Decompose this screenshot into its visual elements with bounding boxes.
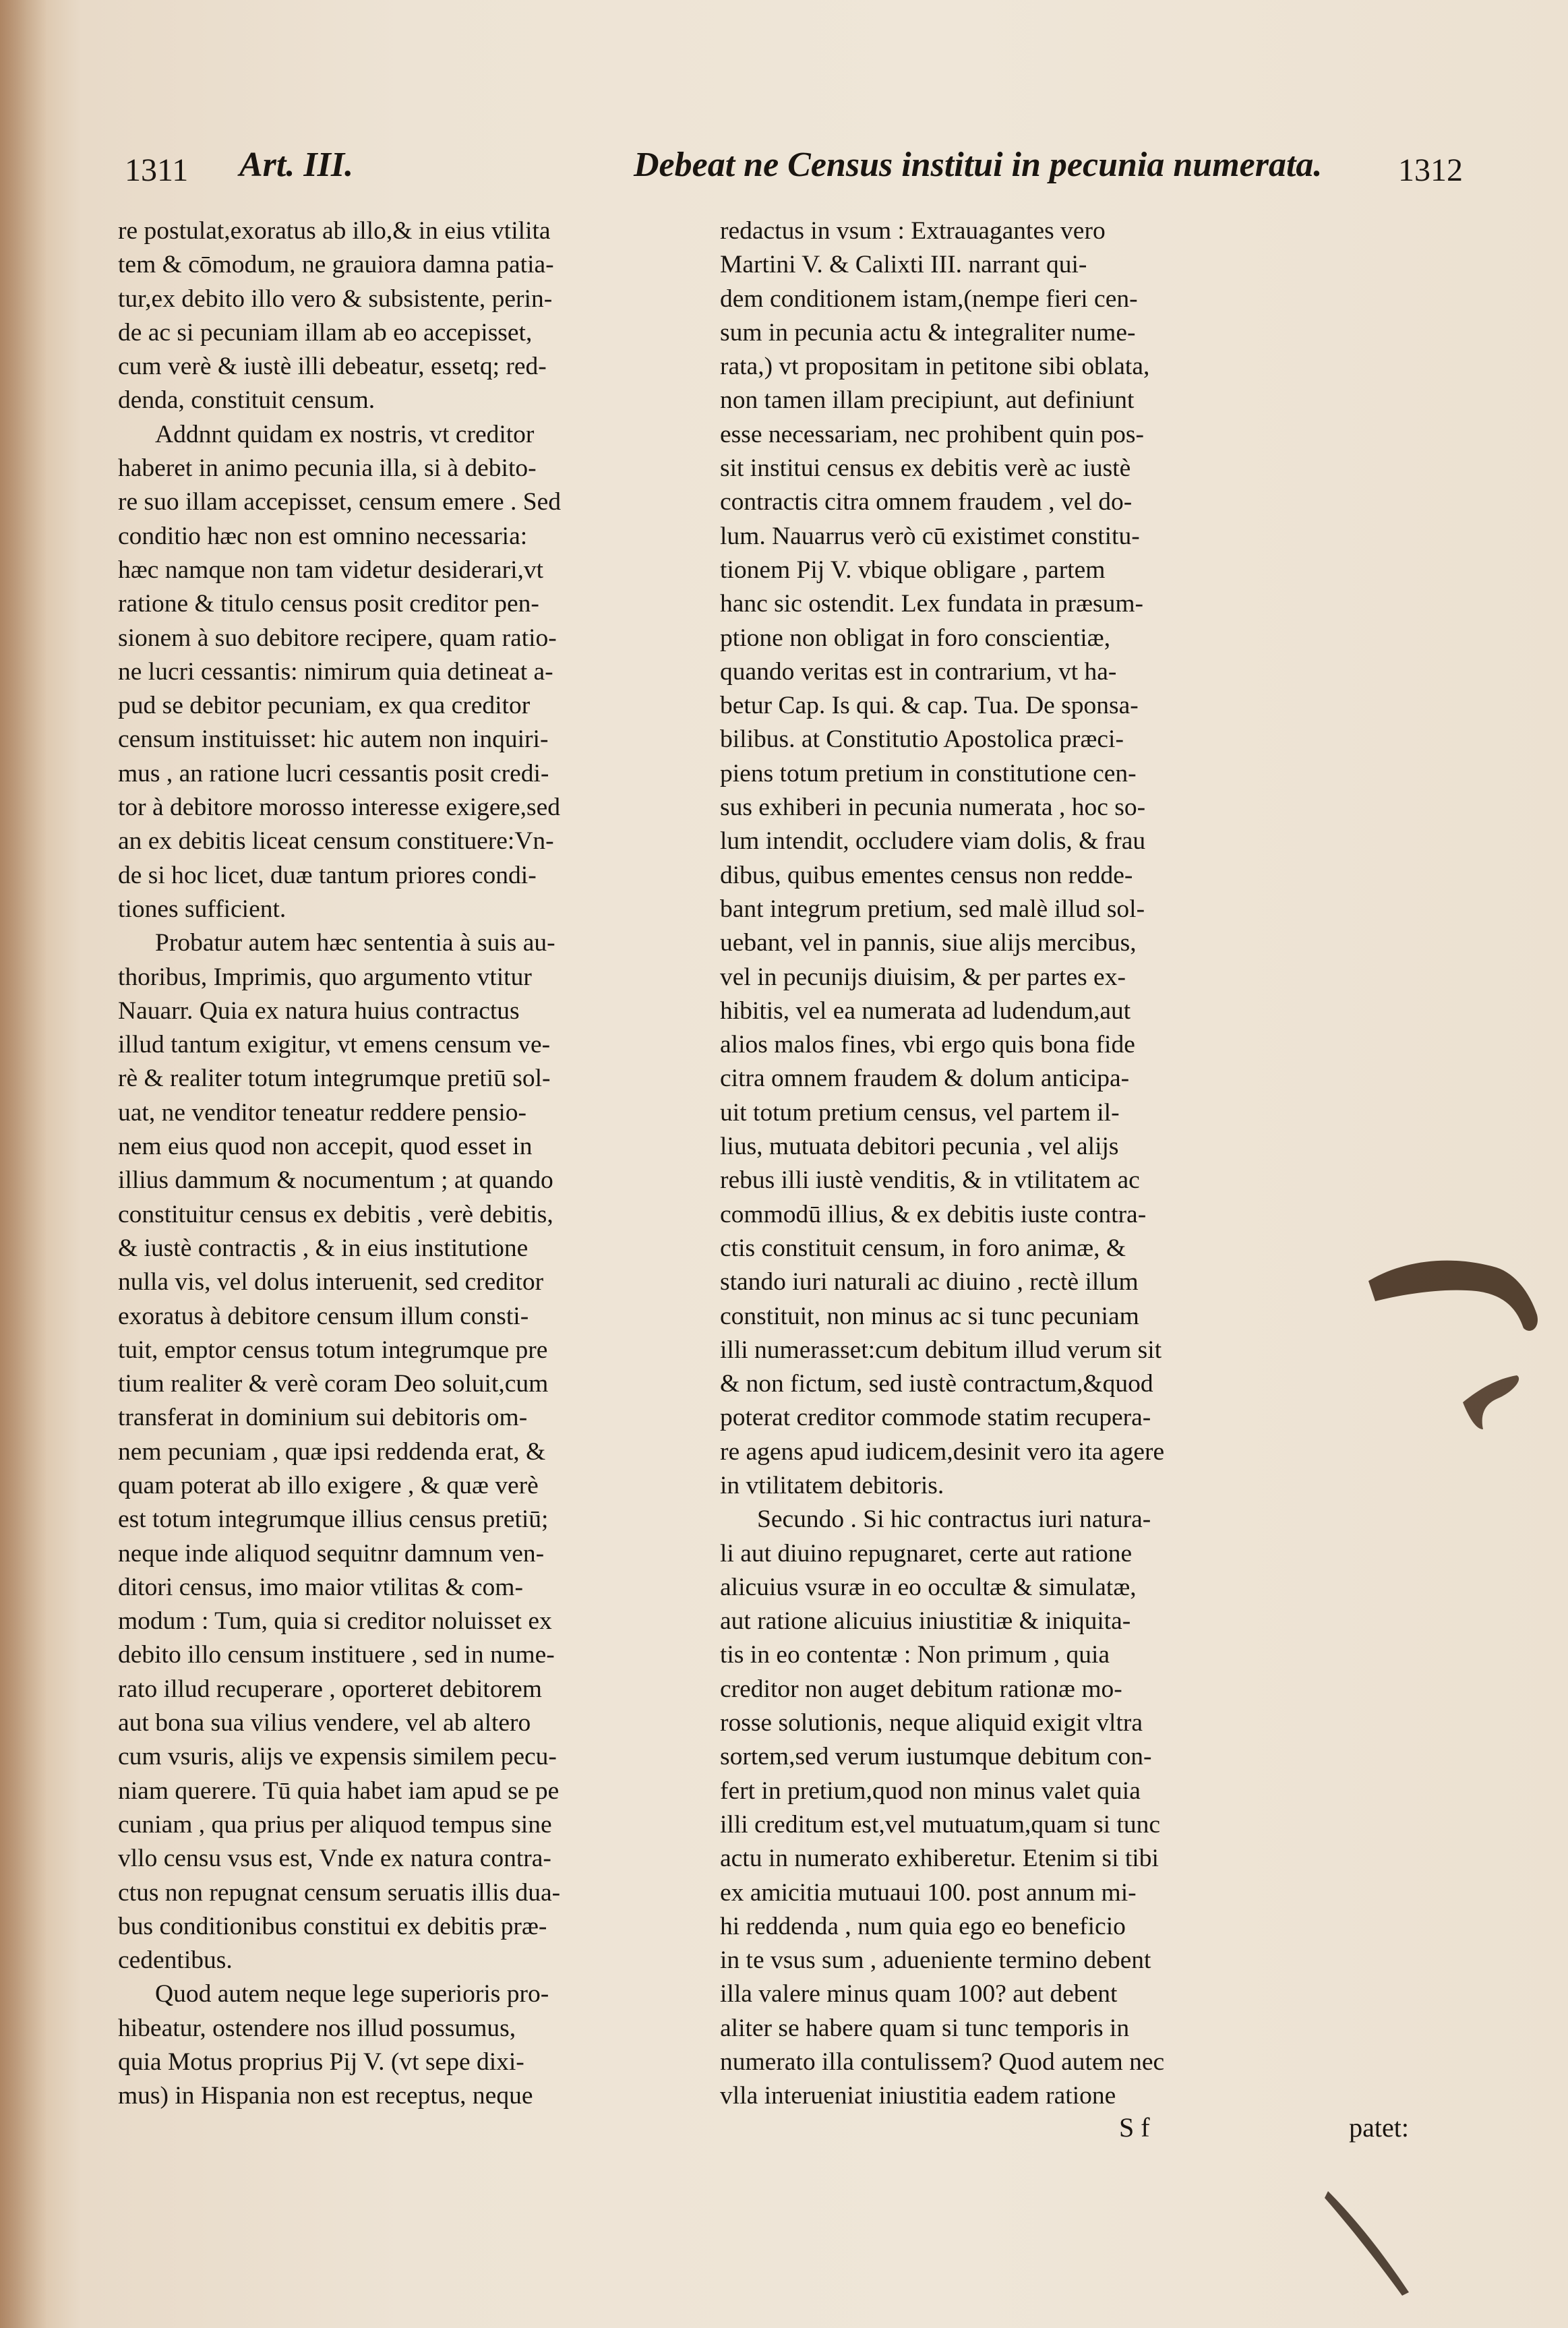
right-column	[720, 214, 1306, 2114]
page-footer	[1119, 2112, 1409, 2152]
running-title: Debeat ne Census institui in pecunia numerata.	[634, 146, 1323, 184]
ink-stroke-mark	[1321, 2184, 1429, 2306]
ink-stain-mark	[1362, 1234, 1564, 1476]
paragraph: Quod autem neque lege superioris pro- hibeatur, ostendere nos illud possumus, quia Motus proprius Pij V. (vt sepe dixi- mus) in Hispania non est receptus, neque	[118, 1980, 549, 2110]
left-column	[118, 214, 704, 2114]
article-heading: Art. III.	[239, 146, 354, 184]
paragraph: redactus in vsum : Extrauagantes vero Martini V. & Calixti III. narrant qui- dem conditionem istam,(nempe fieri cen- sum in pecunia actu & integraliter nume- rata,) vt propositam in petitone sibi oblata, non tamen illam precipiunt, aut definiunt esse necessariam, nec prohibent quin pos- sit institui census ex debitis verè ac iustè contractis citra omnem fraudem , vel do- lum. Nauarrus verò cū existimet constitu- tionem Pij V. vbique obligare , partem hanc sic ostendit. Lex fundata in præsum- ptione non obligat in foro conscientiæ, quando veritas est in contrarium, vt ha- betur Cap. Is qui. & cap. Tua. De sponsa- bilibus. at Constitutio Apostolica præci- piens totum pretium in constitutione cen- sus exhiberi in pecunia numerata , hoc so- lum intendit, occludere viam dolis, & frau dibus, quibus ementes census non redde- bant integrum pretium, sed malè illud sol- uebant, vel in pannis, siue alijs mercibus, vel in pecunijs diuisim, & per partes ex- hibitis, vel ea numerata ad ludendum,aut alios malos fines, vbi ergo quis bona fide citra omnem fraudem & dolum anticipa- uit totum pretium census, vel partem il- lius, mutuata debitori pecunia , vel alijs rebus illi iustè venditis, & in vtilitatem ac commodū illius, & ex debitis iuste contra- ctis constituit censum, in foro animæ, & stando iuri naturali ac diuino , rectè illum constituit, non minus ac si tunc pecuniam illi numerasset:cum debitum illud verum sit & non fictum, sed iustè contractum,&quod poterat creditor commode statim recupera- re agens apud iudicem,desinit vero ita agere in vtilitatem debitoris.	[720, 217, 1165, 1499]
page-number-left: 1311	[125, 152, 189, 188]
catchword: patet:	[1349, 2112, 1409, 2143]
paragraph: re postulat,exoratus ab illo,& in eius vtilita tem & cōmodum, ne grauiora damna patia- tur,ex debito illo vero & subsistente, perin- de ac si pecuniam illam ab eo accepisset, cum verè & iustè illi debeatur, essetq; red- denda, constituit censum.	[118, 217, 554, 415]
page-number-right: 1312	[1398, 152, 1463, 188]
running-header	[125, 145, 1463, 199]
paragraph: Secundo . Si hic contractus iuri natura- li aut diuino repugnaret, certe aut ratione alicuius vsuræ in eo occultæ & simulatæ, aut ratione alicuius iniustitiæ & iniquita- tis in eo contentæ : Non primum , quia creditor non auget debitum rationæ mo- rosse solutionis, neque aliquid exigit vltra sortem,sed verum iustumque debitum con- fert in pretium,quod non minus valet quia illi creditum est,vel mutuatum,quam si tunc actu in numerato exhiberetur. Etenim si tibi ex amicitia mutuaui 100. post annum mi- hi reddenda , num quia ego eo beneficio in te vsus sum , adueniente termino debent illa valere minus quam 100? aut debent aliter se habere quam si tunc temporis in numerato illa contulissem? Quod autem nec vlla interueniat iniustitia eadem ratione	[720, 1505, 1165, 2110]
page-edge-shadow	[0, 0, 47, 2328]
paragraph: Addnnt quidam ex nostris, vt creditor haberet in animo pecunia illa, si à debito- re suo illam accepisset, censum emere . Sed conditio hæc non est omnino necessaria: hæc namque non tam videtur desiderari,vt ratione & titulo census posit creditor pen- sionem à suo debitore recipere, quam ratio- ne lucri cessantis: nimirum quia detineat a- pud se debitor pecuniam, ex qua creditor censum instituisset: hic autem non inquiri- mus , an ratione lucri cessantis posit credi- tor à debitore morosso interesse exigere,sed an ex debitis liceat censum constituere:Vn- de si hoc licet, duæ tantum priores condi- tiones sufficient.	[118, 420, 562, 923]
paragraph: Probatur autem hæc sententia à suis au- thoribus, Imprimis, quo argumento vtitur Nauarr. Quia ex natura huius contractus illud tantum exigitur, vt emens censum ve- rè & realiter totum integrumque pretiū sol- uat, ne venditor teneatur reddere pensio- nem eius quod non accepit, quod esset in illius dammum & nocumentum ; at quando constituitur census ex debitis , verè debitis, & iustè contractis , & in eius institutione nulla vis, vel dolus interuenit, sed creditor exoratus à debitore censum illum consti- tuit, emptor census totum integrumque pre tium realiter & verè coram Deo soluit,cum transferat in dominium sui debitoris om- nem pecuniam , quæ ipsi reddenda erat, & quam poterat ab illo exigere , & quæ verè est totum integrumque illius census pretiū; neque inde aliquod sequitnr damnum ven- ditori census, imo maior vtilitas & com- modum : Tum, quia si creditor noluisset ex debito illo censum instituere , sed in nume- rato illud recuperare , oporteret debitorem aut bona sua vilius vendere, vel ab altero cum vsuris, alijs ve expensis similem pecu- niam querere. Tū quia habet iam apud se pe cuniam , qua prius per aliquod tempus sine vllo censu vsus est, Vnde ex natura contra- ctus non repugnat censum seruatis illis dua- bus conditionibus constitui ex debitis præ- cedentibus.	[118, 929, 561, 1975]
signature-mark: S f	[1119, 2112, 1150, 2143]
